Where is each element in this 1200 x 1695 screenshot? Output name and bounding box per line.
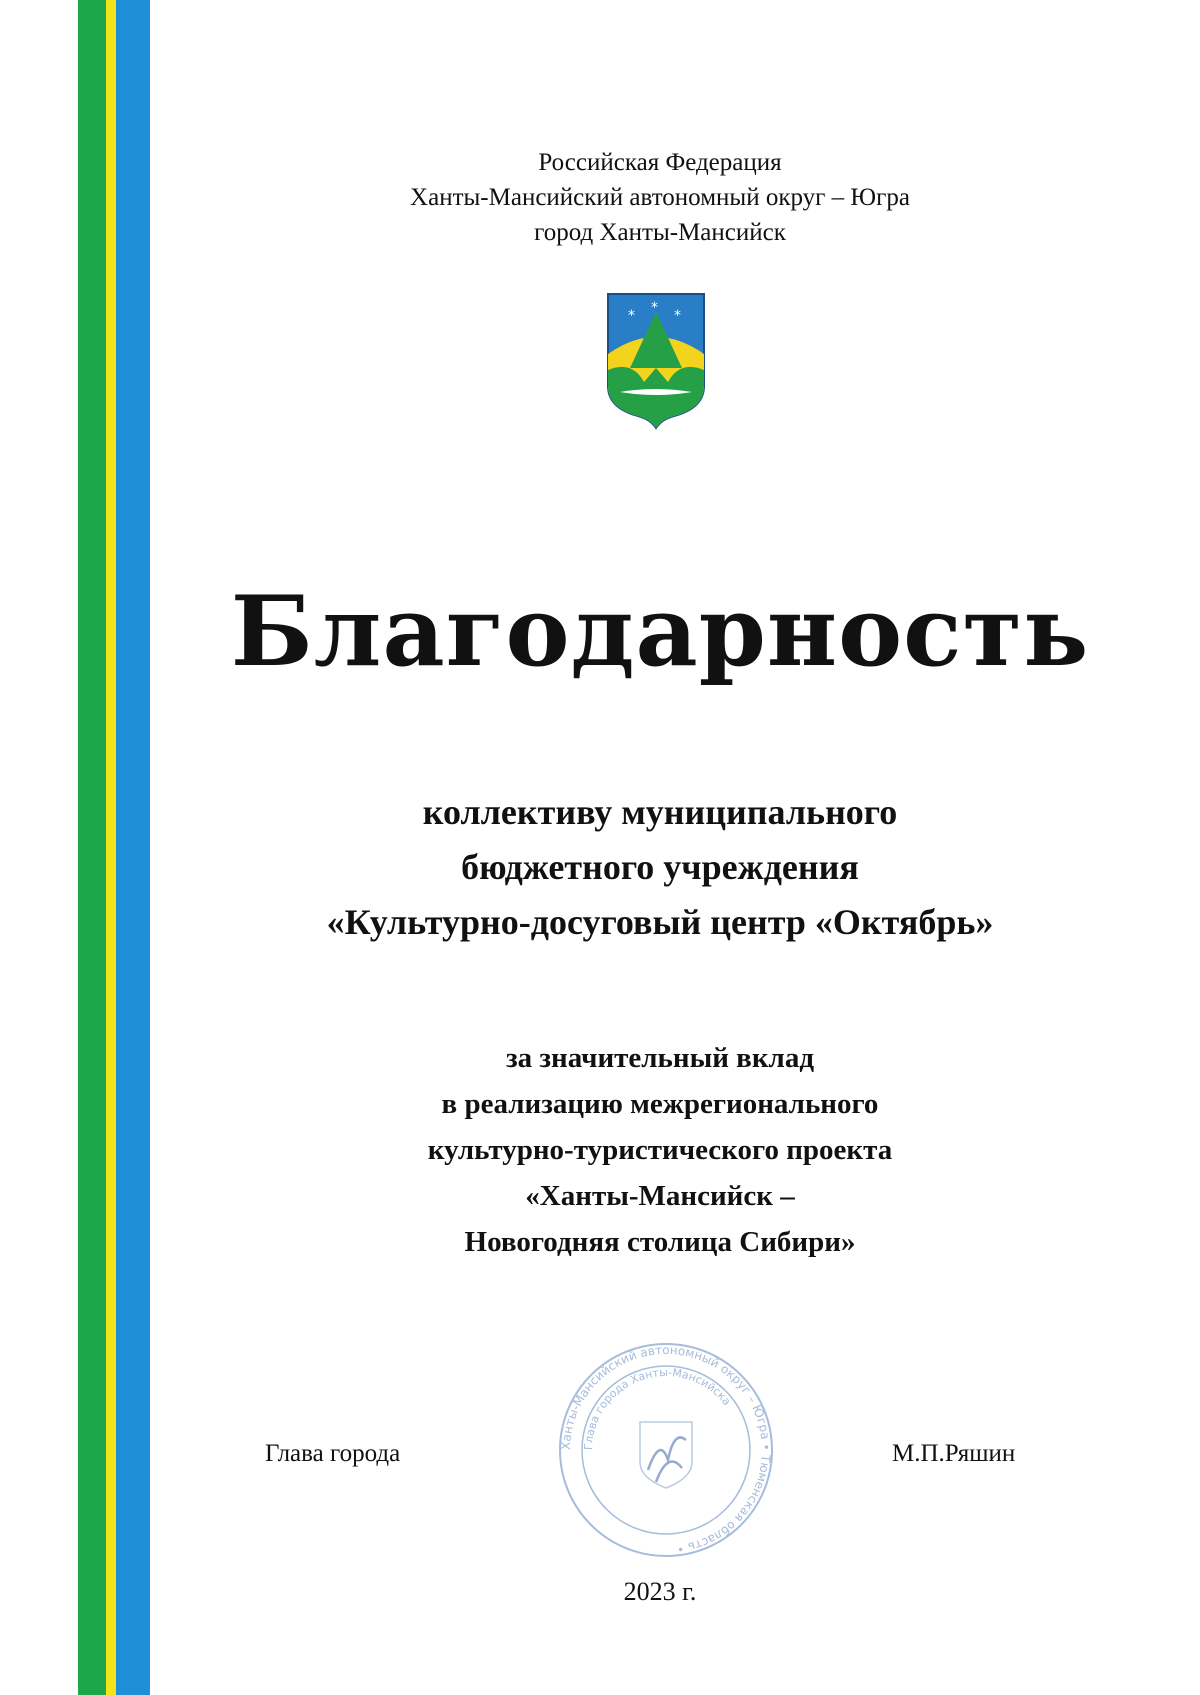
reason-line-5: Новогодняя столица Сибири»: [464, 1226, 856, 1258]
reason-line-2: в реализацию межрегионального: [441, 1088, 879, 1120]
signature-position: Глава города: [265, 1440, 401, 1467]
svg-text:*: *: [628, 308, 635, 324]
recipient-line-1: коллективу муниципального: [422, 792, 898, 832]
recipient-line-3: «Культурно-досуговый центр «Октябрь»: [326, 902, 994, 942]
svg-text:*: *: [674, 308, 681, 324]
stamp-outer-text: Ханты-Мансийский автономный округ – Югра • Тюменская область •: [558, 1342, 774, 1557]
official-stamp: [556, 1340, 776, 1560]
stamp-inner-text: Глава города Ханты-Мансийска: [581, 1365, 734, 1451]
header-country: Российская Федерация: [538, 149, 782, 176]
header-region: Ханты-Мансийский автономный округ – Югра: [410, 184, 910, 211]
stripe-green: [78, 0, 106, 1695]
recipient-line-2: бюджетного учреждения: [461, 847, 859, 887]
svg-text:*: *: [651, 300, 658, 316]
recipient: [160, 785, 1160, 950]
header-city: город Ханты-Мансийск: [534, 219, 786, 246]
reason: [160, 1035, 1160, 1265]
header: [160, 145, 1160, 250]
reason-line-1: за значительный вклад: [505, 1042, 814, 1074]
stripe-yellow: [106, 0, 116, 1695]
document-title: Благодарность: [230, 575, 1090, 688]
reason-line-3: культурно-туристического проекта: [427, 1134, 893, 1166]
document-year: 2023 г.: [623, 1577, 697, 1606]
coat-of-arms-icon: [604, 290, 708, 430]
reason-line-4: «Ханты-Мансийск –: [525, 1180, 795, 1212]
stripe-blue: [116, 0, 150, 1695]
signature-name: М.П.Ряшин: [892, 1440, 1016, 1467]
